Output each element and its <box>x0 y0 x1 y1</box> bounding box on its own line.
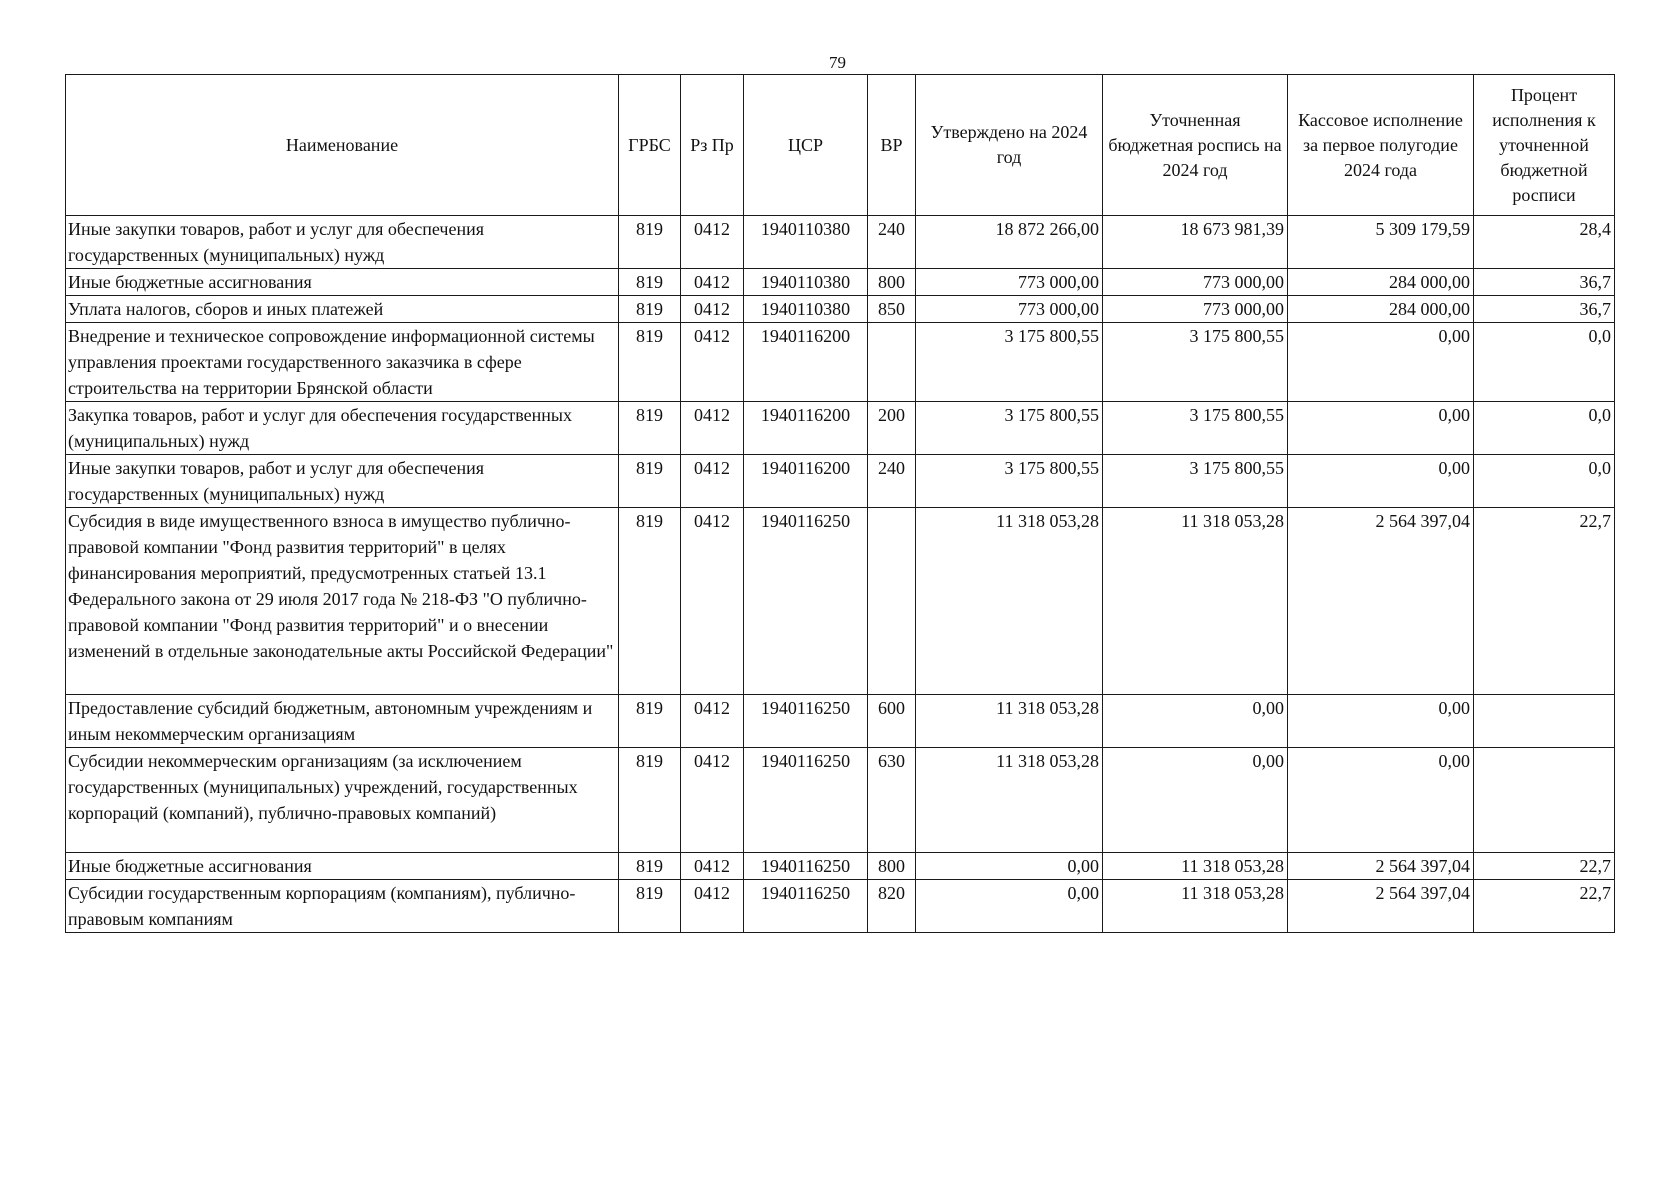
cell-approved: 11 318 053,28 <box>916 748 1103 853</box>
cell-approved: 18 872 266,00 <box>916 216 1103 269</box>
cell-cash: 2 564 397,04 <box>1288 853 1474 880</box>
cell-csr: 1940116250 <box>744 695 868 748</box>
cell-percent: 28,4 <box>1474 216 1615 269</box>
cell-vr: 600 <box>868 695 916 748</box>
cell-cash: 0,00 <box>1288 402 1474 455</box>
cell-grbs: 819 <box>619 748 681 853</box>
cell-vr: 800 <box>868 853 916 880</box>
cell-vr: 850 <box>868 296 916 323</box>
cell-rzpr: 0412 <box>681 216 744 269</box>
cell-csr: 1940116200 <box>744 402 868 455</box>
cell-grbs: 819 <box>619 323 681 402</box>
cell-percent <box>1474 748 1615 853</box>
cell-approved: 3 175 800,55 <box>916 323 1103 402</box>
cell-cash: 284 000,00 <box>1288 269 1474 296</box>
cell-cash: 0,00 <box>1288 323 1474 402</box>
cell-csr: 1940116200 <box>744 455 868 508</box>
cell-vr: 240 <box>868 455 916 508</box>
header-refined: Уточненная бюджетная роспись на 2024 год <box>1103 75 1288 216</box>
cell-percent: 36,7 <box>1474 269 1615 296</box>
header-approved: Утверждено на 2024 год <box>916 75 1103 216</box>
cell-grbs: 819 <box>619 880 681 933</box>
cell-percent: 0,0 <box>1474 455 1615 508</box>
cell-csr: 1940110380 <box>744 269 868 296</box>
cell-rzpr: 0412 <box>681 455 744 508</box>
table-row <box>66 269 1615 296</box>
cell-name: Субсидии некоммерческим организациям (за исключением государственных (муниципальных) учреждений, государственных корпораций (компаний), публично-правовых компаний) <box>66 748 619 853</box>
table-row <box>66 748 1615 853</box>
cell-grbs: 819 <box>619 508 681 695</box>
cell-approved: 0,00 <box>916 880 1103 933</box>
cell-grbs: 819 <box>619 695 681 748</box>
cell-cash: 2 564 397,04 <box>1288 508 1474 695</box>
cell-refined: 773 000,00 <box>1103 296 1288 323</box>
table-row <box>66 695 1615 748</box>
cell-refined: 3 175 800,55 <box>1103 323 1288 402</box>
cell-csr: 1940116200 <box>744 323 868 402</box>
cell-name: Закупка товаров, работ и услуг для обеспечения государственных (муниципальных) нужд <box>66 402 619 455</box>
cell-csr: 1940116250 <box>744 748 868 853</box>
cell-name: Внедрение и техническое сопровождение информационной системы управления проектами государственного заказчика в сфере строительства на территории Брянской области <box>66 323 619 402</box>
cell-approved: 773 000,00 <box>916 296 1103 323</box>
table-row <box>66 323 1615 402</box>
cell-vr: 630 <box>868 748 916 853</box>
cell-cash: 284 000,00 <box>1288 296 1474 323</box>
table-header-row <box>66 75 1615 216</box>
cell-vr: 200 <box>868 402 916 455</box>
cell-grbs: 819 <box>619 455 681 508</box>
cell-name: Субсидия в виде имущественного взноса в имущество публично-правовой компании "Фонд развития территорий" в целях финансирования мероприятий, предусмотренных статьей 13.1 Федерального закона от 29 июля 2017 года № 218-ФЗ "О публично-правовой компании "Фонд развития территорий" и о внесении изменений в отдельные законодательные акты Российской Федерации" <box>66 508 619 695</box>
cell-vr: 240 <box>868 216 916 269</box>
cell-approved: 3 175 800,55 <box>916 402 1103 455</box>
cell-approved: 11 318 053,28 <box>916 695 1103 748</box>
cell-cash: 5 309 179,59 <box>1288 216 1474 269</box>
cell-rzpr: 0412 <box>681 853 744 880</box>
header-csr: ЦСР <box>744 75 868 216</box>
page-number: 79 <box>829 53 846 72</box>
table-row <box>66 455 1615 508</box>
cell-rzpr: 0412 <box>681 402 744 455</box>
cell-rzpr: 0412 <box>681 695 744 748</box>
cell-rzpr: 0412 <box>681 748 744 853</box>
cell-vr <box>868 508 916 695</box>
cell-rzpr: 0412 <box>681 880 744 933</box>
cell-percent: 22,7 <box>1474 508 1615 695</box>
cell-approved: 773 000,00 <box>916 269 1103 296</box>
budget-table <box>65 74 1615 933</box>
cell-grbs: 819 <box>619 216 681 269</box>
cell-refined: 11 318 053,28 <box>1103 880 1288 933</box>
cell-name: Иные бюджетные ассигнования <box>66 853 619 880</box>
header-vr: ВР <box>868 75 916 216</box>
cell-csr: 1940116250 <box>744 508 868 695</box>
cell-grbs: 819 <box>619 402 681 455</box>
cell-rzpr: 0412 <box>681 296 744 323</box>
cell-percent <box>1474 695 1615 748</box>
cell-percent: 36,7 <box>1474 296 1615 323</box>
cell-refined: 11 318 053,28 <box>1103 508 1288 695</box>
cell-cash: 0,00 <box>1288 748 1474 853</box>
cell-grbs: 819 <box>619 269 681 296</box>
cell-csr: 1940116250 <box>744 880 868 933</box>
cell-refined: 3 175 800,55 <box>1103 402 1288 455</box>
cell-rzpr: 0412 <box>681 323 744 402</box>
cell-refined: 773 000,00 <box>1103 269 1288 296</box>
cell-approved: 11 318 053,28 <box>916 508 1103 695</box>
cell-csr: 1940110380 <box>744 296 868 323</box>
table-row <box>66 508 1615 695</box>
cell-cash: 0,00 <box>1288 455 1474 508</box>
cell-refined: 0,00 <box>1103 695 1288 748</box>
cell-refined: 11 318 053,28 <box>1103 853 1288 880</box>
cell-approved: 3 175 800,55 <box>916 455 1103 508</box>
cell-refined: 18 673 981,39 <box>1103 216 1288 269</box>
cell-approved: 0,00 <box>916 853 1103 880</box>
cell-percent: 0,0 <box>1474 402 1615 455</box>
cell-grbs: 819 <box>619 296 681 323</box>
header-name: Наименование <box>66 75 619 216</box>
header-grbs: ГРБС <box>619 75 681 216</box>
cell-name: Иные закупки товаров, работ и услуг для обеспечения государственных (муниципальных) нужд <box>66 455 619 508</box>
table-row <box>66 402 1615 455</box>
table-row <box>66 853 1615 880</box>
cell-vr: 820 <box>868 880 916 933</box>
table-row <box>66 216 1615 269</box>
cell-percent: 22,7 <box>1474 853 1615 880</box>
cell-vr: 800 <box>868 269 916 296</box>
cell-name: Субсидии государственным корпорациям (компаниям), публично-правовым компаниям <box>66 880 619 933</box>
cell-rzpr: 0412 <box>681 508 744 695</box>
cell-csr: 1940116250 <box>744 853 868 880</box>
table-row <box>66 880 1615 933</box>
cell-csr: 1940110380 <box>744 216 868 269</box>
table-row <box>66 296 1615 323</box>
header-rzpr: Рз Пр <box>681 75 744 216</box>
cell-rzpr: 0412 <box>681 269 744 296</box>
cell-cash: 0,00 <box>1288 695 1474 748</box>
cell-refined: 0,00 <box>1103 748 1288 853</box>
cell-refined: 3 175 800,55 <box>1103 455 1288 508</box>
cell-name: Иные закупки товаров, работ и услуг для обеспечения государственных (муниципальных) нужд <box>66 216 619 269</box>
cell-vr <box>868 323 916 402</box>
header-percent: Процент исполнения к уточненной бюджетной росписи <box>1474 75 1615 216</box>
cell-percent: 22,7 <box>1474 880 1615 933</box>
cell-name: Предоставление субсидий бюджетным, автономным учреждениям и иным некоммерческим организациям <box>66 695 619 748</box>
cell-grbs: 819 <box>619 853 681 880</box>
header-cash: Кассовое исполнение за первое полугодие 2024 года <box>1288 75 1474 216</box>
cell-name: Иные бюджетные ассигнования <box>66 269 619 296</box>
cell-percent: 0,0 <box>1474 323 1615 402</box>
cell-name: Уплата налогов, сборов и иных платежей <box>66 296 619 323</box>
cell-cash: 2 564 397,04 <box>1288 880 1474 933</box>
